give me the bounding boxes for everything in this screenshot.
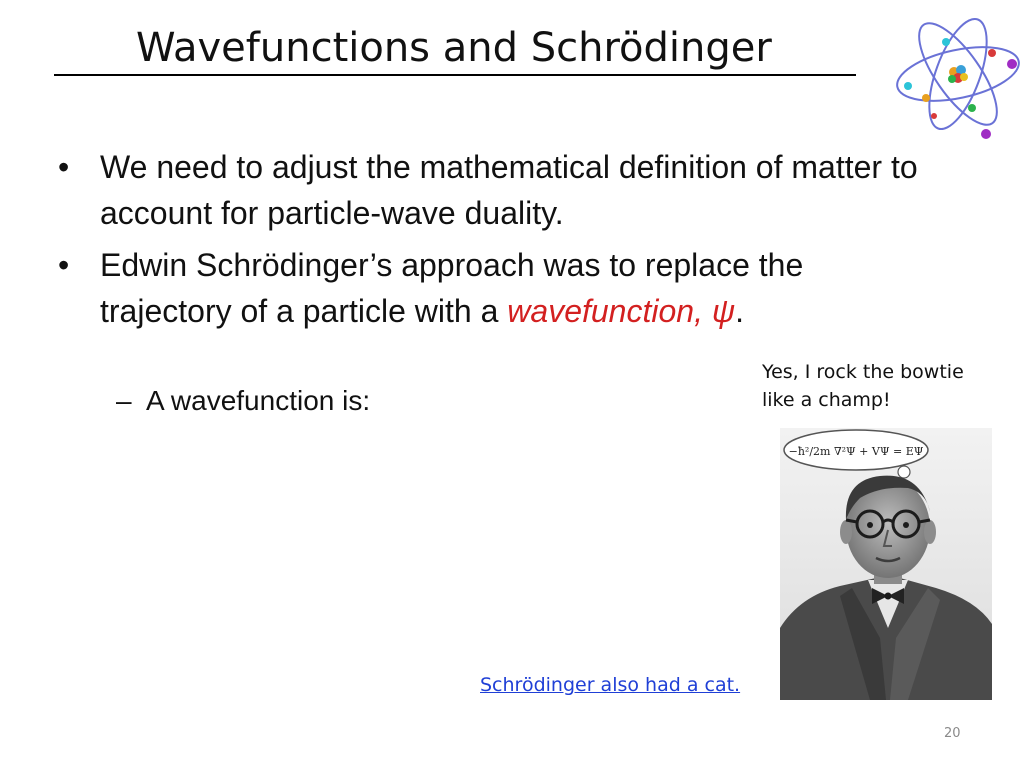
title-underline (54, 74, 856, 76)
slide-title: Wavefunctions and Schrödinger (136, 25, 772, 71)
schrodinger-portrait (780, 428, 992, 700)
bullet-text: We need to adjust the mathematical definition of matter to account for particle-wave duality. (100, 149, 918, 231)
bullet-list (58, 144, 938, 340)
atom-icon (888, 16, 1024, 146)
bullet-marker: • (58, 149, 70, 185)
bullet-item (58, 242, 938, 334)
bullet-text-end: . (735, 293, 745, 329)
wavefunction-emphasis: wavefunction, ψ (507, 293, 736, 329)
bullet-marker: • (58, 247, 70, 283)
sub-bullet (116, 380, 370, 422)
page-number: 20 (944, 726, 961, 741)
cat-link[interactable]: Schrödinger also had a cat. (480, 674, 741, 696)
sub-bullet-marker: – (116, 385, 132, 416)
sub-bullet-text: A wavefunction is: (146, 385, 371, 416)
portrait-caption: Yes, I rock the bowtie like a champ! (762, 361, 964, 411)
bullet-text: Edwin Schrödinger’s approach was to replace the trajectory of a particle with a (100, 247, 804, 329)
thought-equation: −ħ²/2m ∇²Ψ + VΨ = EΨ (788, 445, 924, 458)
bullet-item (58, 144, 938, 236)
